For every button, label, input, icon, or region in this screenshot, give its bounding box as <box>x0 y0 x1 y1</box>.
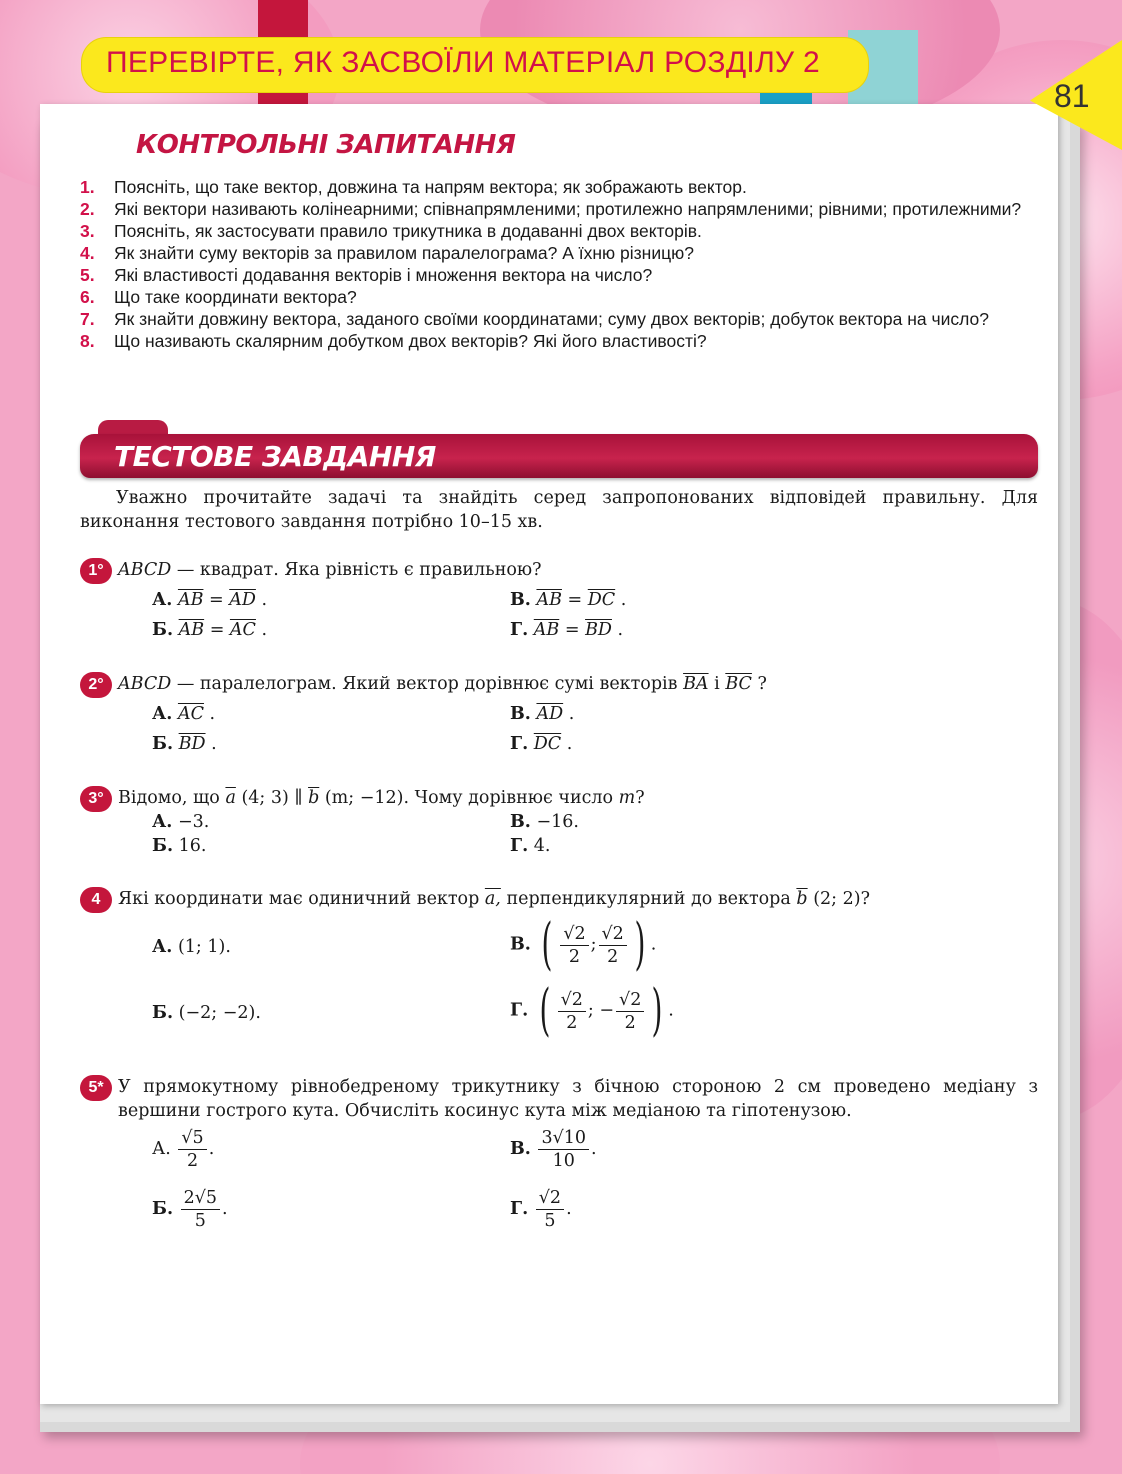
task-2 <box>80 672 1038 762</box>
answer-option-a: А. $\frac{√5}{2}$ . <box>152 1128 215 1171</box>
chapter-banner-title: ПЕРЕВІРТЕ, ЯК ЗАСВОЇЛИ МАТЕРІАЛ РОЗДІЛУ 2 <box>106 46 821 79</box>
task-question: Які координати має одиничний вектор a, перпендикулярний до вектора $\overline{b}$ (2; 2)? <box>118 889 870 909</box>
list-item: 1. Поясніть, що таке вектор, довжина та напрям вектора; як зображають вектор. <box>80 177 747 197</box>
test-intro: Уважно прочитайте задачі та знайдіть серед запропонованих відповідей правильну. Для виконання тестового завдання потрібно 10–15 хв. <box>80 488 1038 532</box>
task-badge: 2° <box>80 672 112 698</box>
answer-option-v: В. $\frac{3√10}{10}$ . <box>510 1128 597 1171</box>
answer-option-a: А. $\overline{AB} = \overline{AD}$ . <box>152 590 268 610</box>
test-heading: ТЕСТОВЕ ЗАВДАННЯ <box>114 440 436 473</box>
chapter-banner <box>82 38 868 92</box>
answer-option-v: В. ( $\frac{√2}{2}$ ; $\frac{√2}{2}$ ) . <box>510 912 657 977</box>
list-item: 2. Які вектори називають колінеарними; співнапрямленими; протилежно напрямленими; рівними; протилежними? <box>80 199 1022 219</box>
page-number: 81 <box>1054 78 1090 114</box>
answer-option-b: Б. $\overline{AB} = \overline{AC}$ . <box>152 620 268 640</box>
list-item: 7. Як знайти довжину вектора, заданого своїми координатами; суму двох векторів; добуток вектора на число? <box>80 309 989 329</box>
answer-option-v: В. $\overline{AD}$ . <box>510 704 575 724</box>
list-item: 6. Що таке координати вектора? <box>80 287 357 307</box>
list-item: 5. Які властивості додавання векторів і множення вектора на число? <box>80 265 653 285</box>
answer-option-g: Г. $\frac{√2}{5}$ . <box>510 1188 572 1231</box>
task-question: Відомо, що $\overline{a}$ (4; 3) ∥ $\overline{b}$ (m; −12). Чому дорівнює число m? <box>118 788 645 808</box>
answer-option-a: А. $\overline{AC}$ . <box>152 704 216 724</box>
answer-option-g: Г. ( $\frac{√2}{2}$ ; − $\frac{√2}{2}$ ) . <box>510 978 674 1043</box>
answer-option-g: Г. $\overline{AB} = \overline{BD}$ . <box>510 620 624 640</box>
answer-option-b: Б. $\overline{BD}$ . <box>152 734 217 754</box>
task-4 <box>80 887 1038 1052</box>
task-question: ABCD — квадрат. Яка рівність є правильною? <box>118 560 542 580</box>
list-item: 8. Що називають скалярним добутком двох векторів? Які його властивості? <box>80 331 707 351</box>
answer-option-b: Б. (−2; −2). <box>152 1003 261 1023</box>
answer-option-v: В. $\overline{AB} = \overline{DC}$ . <box>510 590 627 610</box>
answer-option-g: Г. 4. <box>510 836 551 856</box>
answer-option-b: Б. $\frac{2√5}{5}$ . <box>152 1188 228 1231</box>
task-question: ABCD — паралелограм. Який вектор дорівнює сумі векторів $\overline{BA}$ і $\overline{BC}$ ? <box>118 674 767 694</box>
answer-option-g: Г. $\overline{DC}$ . <box>510 734 573 754</box>
task-badge: 5* <box>80 1075 112 1101</box>
task-3 <box>80 786 1038 862</box>
task-badge: 1° <box>80 558 112 584</box>
answer-option-a: А. (1; 1). <box>152 937 231 957</box>
control-questions-heading: КОНТРОЛЬНІ ЗАПИТАННЯ <box>136 130 516 160</box>
task-badge: 4 <box>80 887 112 913</box>
answer-option-v: В. −16. <box>510 812 579 832</box>
task-1 <box>80 558 1038 648</box>
task-badge: 3° <box>80 786 112 812</box>
list-item: 4. Як знайти суму векторів за правилом паралелограма? А їхню різницю? <box>80 243 694 263</box>
task-question: У прямокутному рівнобедреному трикутнику з бічною стороною 2 см проведено медіану з вершини гострого кута. Обчисліть косинус кута між медіаною та гіпотенузою. <box>118 1077 1038 1121</box>
control-questions-list <box>80 176 1040 352</box>
list-item: 3. Поясніть, як застосувати правило трикутника в додаванні двох векторів. <box>80 221 702 241</box>
task-5 <box>80 1075 1038 1255</box>
answer-option-b: Б. 16. <box>152 836 207 856</box>
answer-option-a: А. −3. <box>152 812 210 832</box>
